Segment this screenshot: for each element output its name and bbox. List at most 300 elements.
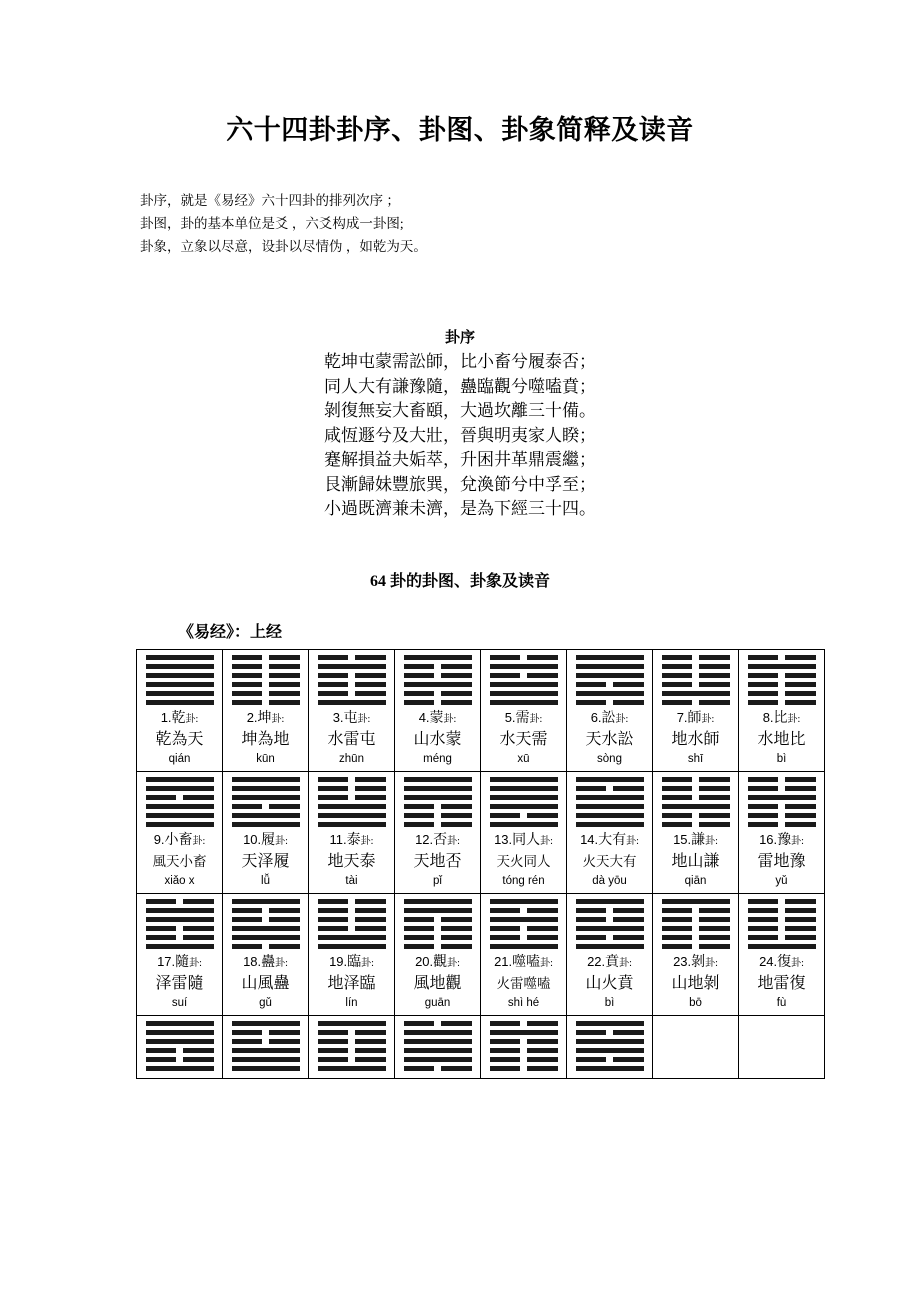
yang-line-icon <box>576 655 644 660</box>
hexagram-gua-suffix: 卦: <box>189 957 202 969</box>
intro-line-1: 卦序，就是《易经》六十四卦的排列次序 ； <box>140 193 400 208</box>
hexagram-figure-icon <box>146 777 214 827</box>
yang-line-icon <box>490 664 558 669</box>
hexagram-pinyin: bì <box>776 752 787 765</box>
yin-line-icon <box>318 673 386 678</box>
yang-line-icon <box>576 1039 644 1044</box>
hexagram-gua-suffix: 卦: <box>275 835 288 847</box>
yin-line-icon <box>576 1057 644 1062</box>
yin-line-icon <box>490 926 558 931</box>
yin-line-icon <box>146 1048 214 1053</box>
yin-line-icon <box>490 813 558 818</box>
yin-line-icon <box>662 917 730 922</box>
hexagram-gua-suffix: 卦: <box>529 713 543 725</box>
hexagram-gua-suffix: 卦: <box>192 835 206 847</box>
hexagram-figure-icon <box>232 655 300 705</box>
hexagram-cell-empty <box>739 1015 825 1078</box>
yang-line-icon <box>748 795 816 800</box>
yin-line-icon <box>748 926 816 931</box>
yang-line-icon <box>146 655 214 660</box>
hexagram-index: 2. <box>246 709 258 725</box>
hexagram-xiang: 山地剝 <box>671 974 720 992</box>
yin-line-icon <box>748 655 816 660</box>
yin-line-icon <box>748 899 816 904</box>
yang-line-icon <box>232 935 300 940</box>
hexagram-figure-icon <box>490 777 558 827</box>
yang-line-icon <box>490 682 558 687</box>
hexagram-pinyin: pǐ <box>433 874 442 887</box>
yang-line-icon <box>576 899 644 904</box>
yang-line-icon <box>146 917 214 922</box>
yang-line-icon <box>232 926 300 931</box>
yin-line-icon <box>748 777 816 782</box>
yang-line-icon <box>576 822 644 827</box>
yang-line-icon <box>146 822 214 827</box>
hexagram-char: 賁 <box>605 954 620 970</box>
yin-line-icon <box>576 935 644 940</box>
yang-line-icon <box>232 786 300 791</box>
yang-line-icon <box>318 813 386 818</box>
yin-line-icon <box>490 673 558 678</box>
hexagram-index: 14. <box>580 831 599 847</box>
hexagram-cell <box>137 771 223 893</box>
yin-line-icon <box>490 1066 558 1071</box>
hexagram-index: 18. <box>243 953 262 969</box>
guaxu-section <box>0 258 920 522</box>
yin-line-icon <box>490 1039 558 1044</box>
hexagram-char: 蒙 <box>429 710 444 726</box>
hexagram-table-wrap <box>0 642 920 1079</box>
hexagram-cell <box>567 1015 653 1078</box>
yang-line-icon <box>232 1066 300 1071</box>
yang-line-icon <box>576 813 644 818</box>
hexagram-name <box>483 952 564 973</box>
yin-line-icon <box>748 691 816 696</box>
yang-line-icon <box>232 795 300 800</box>
yang-line-icon <box>576 777 644 782</box>
hexagram-figure-icon <box>232 1021 300 1071</box>
hexagram-char: 謙 <box>691 832 706 848</box>
hexagram-figure-icon <box>748 777 816 827</box>
yang-line-icon <box>576 926 644 931</box>
yin-line-icon <box>662 944 730 949</box>
hexagram-xiang: 山火賁 <box>585 974 634 992</box>
yang-line-icon <box>404 1030 472 1035</box>
hexagram-gua-suffix: 卦: <box>185 713 199 725</box>
hexagram-char: 隨 <box>175 954 190 970</box>
hexagram-xiang: 泽雷隨 <box>155 974 204 992</box>
yang-line-icon <box>576 1066 644 1071</box>
yang-line-icon <box>576 691 644 696</box>
hexagram-index: 15. <box>673 831 692 847</box>
hexagram-figure-icon <box>404 777 472 827</box>
yin-line-icon <box>318 691 386 696</box>
intro-line-3: 卦象，立象以尽意，设卦以尽情伪 ，如乾为天。 <box>140 239 427 254</box>
hexagram-pinyin: xū <box>517 752 530 765</box>
hexagram-index: 13. <box>494 831 513 847</box>
hexagram-cell <box>137 893 223 1015</box>
hexagram-xiang: 水地比 <box>757 730 806 748</box>
yin-line-icon <box>662 682 730 687</box>
yang-line-icon <box>232 899 300 904</box>
yang-line-icon <box>490 795 558 800</box>
hexagram-index: 17. <box>157 953 176 969</box>
yin-line-icon <box>146 899 214 904</box>
yang-line-icon <box>748 944 816 949</box>
hexagram-figure-icon <box>232 777 300 827</box>
hexagram-name <box>483 708 564 729</box>
hexagram-index: 24. <box>759 953 778 969</box>
yang-line-icon <box>146 700 214 705</box>
yin-line-icon <box>404 664 472 669</box>
hexagram-figure-icon <box>146 1021 214 1071</box>
hexagram-name <box>655 830 736 851</box>
yang-line-icon <box>490 786 558 791</box>
hexagram-figure-icon <box>404 899 472 949</box>
guaxu-line-3: 剝復無妄大畜頤，大過坎離三十備。 <box>324 401 596 420</box>
hexagram-gua-suffix: 卦: <box>540 957 553 969</box>
yang-line-icon <box>146 908 214 913</box>
hexagram-figure-icon <box>662 777 730 827</box>
yin-line-icon <box>748 682 816 687</box>
yang-line-icon <box>576 673 644 678</box>
yin-line-icon <box>404 822 472 827</box>
hexagram-gua-suffix: 卦: <box>791 957 804 969</box>
hexagram-figure-icon <box>318 1021 386 1071</box>
hexagram-name <box>655 708 736 729</box>
hexagram-xiang: 山風蠱 <box>241 974 290 992</box>
hexagram-gua-suffix: 卦: <box>615 713 629 725</box>
yang-line-icon <box>146 1039 214 1044</box>
hexagram-char: 乾 <box>171 710 186 726</box>
hexagram-pinyin: zhūn <box>339 752 364 765</box>
yin-line-icon <box>490 1048 558 1053</box>
hexagram-xiang: 雷地豫 <box>757 852 806 870</box>
yin-line-icon <box>748 917 816 922</box>
yang-line-icon <box>146 691 214 696</box>
page-title: 六十四卦卦序、卦图、卦象简释及读音 <box>226 115 694 145</box>
yang-line-icon <box>404 908 472 913</box>
hexagram-name <box>569 952 650 973</box>
yang-line-icon <box>576 1021 644 1026</box>
hexagram-figure-icon <box>490 655 558 705</box>
hexagram-figure-icon <box>146 899 214 949</box>
hexagram-cell <box>481 893 567 1015</box>
hexagram-pinyin: dà yōu <box>592 874 627 887</box>
hexagram-pinyin: tài <box>345 874 358 887</box>
yin-line-icon <box>232 804 300 809</box>
yin-line-icon <box>232 664 300 669</box>
yang-line-icon <box>232 1021 300 1026</box>
hexagram-index: 12. <box>415 831 434 847</box>
hexagram-cell-empty <box>653 1015 739 1078</box>
yang-line-icon <box>490 691 558 696</box>
hexagram-gua-suffix: 卦: <box>447 957 460 969</box>
hexagram-xiang: 地泽臨 <box>327 974 376 992</box>
yin-line-icon <box>576 700 644 705</box>
hexagram-pinyin: xiǎo x <box>164 874 195 887</box>
yang-line-icon <box>146 1066 214 1071</box>
yang-line-icon <box>318 700 386 705</box>
yang-line-icon <box>404 899 472 904</box>
yin-line-icon <box>232 700 300 705</box>
table-row <box>137 1015 825 1078</box>
hexagram-name <box>225 830 306 851</box>
yin-line-icon <box>576 786 644 791</box>
yin-line-icon <box>576 682 644 687</box>
table-row <box>137 893 825 1015</box>
hexagram-cell <box>395 771 481 893</box>
hexagram-pinyin: sòng <box>597 752 622 765</box>
hexagram-char: 復 <box>777 954 792 970</box>
yin-line-icon <box>146 926 214 931</box>
yang-line-icon <box>490 1030 558 1035</box>
hexagram-figure-icon <box>318 777 386 827</box>
hexagram-char: 泰 <box>346 832 361 848</box>
hexagram-pinyin: yǔ <box>775 874 788 887</box>
hexagram-name <box>311 830 392 851</box>
yang-line-icon <box>576 664 644 669</box>
yin-line-icon <box>662 926 730 931</box>
yang-line-icon <box>232 777 300 782</box>
yang-line-icon <box>146 813 214 818</box>
hexagram-xiang: 水天需 <box>499 730 548 748</box>
hexagram-char: 需 <box>515 710 530 726</box>
yin-line-icon <box>490 1057 558 1062</box>
yang-line-icon <box>490 899 558 904</box>
hexagram-name <box>311 952 392 973</box>
yang-line-icon <box>146 804 214 809</box>
yin-line-icon <box>404 813 472 818</box>
hexagram-gua-suffix: 卦: <box>271 713 285 725</box>
yin-line-icon <box>318 786 386 791</box>
sub-label-shangjing: 《易经》：上经 <box>178 623 283 641</box>
guaxu-line-7: 小過既濟兼未濟，是為下經三十四。 <box>324 499 596 518</box>
hexagram-name <box>655 952 736 973</box>
hexagram-xiang: 天火同人 <box>496 853 551 869</box>
hexagram-index: 3. <box>332 709 344 725</box>
yin-line-icon <box>662 813 730 818</box>
yin-line-icon <box>404 935 472 940</box>
yin-line-icon <box>232 673 300 678</box>
yang-line-icon <box>318 822 386 827</box>
hexagram-name <box>225 708 306 729</box>
yin-line-icon <box>318 1057 386 1062</box>
hexagram-cell <box>567 893 653 1015</box>
hexagram-cell <box>481 1015 567 1078</box>
yang-line-icon <box>232 1048 300 1053</box>
hexagram-pinyin: shī <box>687 752 704 765</box>
hexagram-pinyin: méng <box>423 752 452 765</box>
hexagram-figure-icon <box>490 899 558 949</box>
hexagram-name <box>741 708 822 729</box>
hexagram-index: 1. <box>160 709 172 725</box>
hexagram-pinyin: gǔ <box>259 996 272 1009</box>
yang-line-icon <box>576 804 644 809</box>
hexagram-char: 小畜 <box>164 832 193 848</box>
yin-line-icon <box>404 700 472 705</box>
yin-line-icon <box>748 700 816 705</box>
yang-line-icon <box>490 700 558 705</box>
yin-line-icon <box>318 655 386 660</box>
yin-line-icon <box>318 899 386 904</box>
hexagram-cell <box>395 1015 481 1078</box>
hexagram-cell <box>567 649 653 771</box>
hexagram-gua-suffix: 卦: <box>626 835 639 847</box>
yang-line-icon <box>490 822 558 827</box>
hexagram-figure-icon <box>748 899 816 949</box>
yin-line-icon <box>318 682 386 687</box>
hexagram-cell <box>137 1015 223 1078</box>
yin-line-icon <box>318 777 386 782</box>
hexagram-cell <box>395 649 481 771</box>
hexagram-char: 屯 <box>343 710 358 726</box>
hexagram-cell <box>223 1015 309 1078</box>
hexagram-index: 4. <box>418 709 430 725</box>
yang-line-icon <box>318 804 386 809</box>
hexagram-pinyin: bō <box>689 996 702 1009</box>
yang-line-icon <box>232 822 300 827</box>
yin-line-icon <box>232 655 300 660</box>
hexagram-figure-icon <box>146 655 214 705</box>
hexagram-pinyin: qiān <box>684 874 707 887</box>
yin-line-icon <box>576 917 644 922</box>
hexagram-xiang: 風地觀 <box>413 974 462 992</box>
yang-line-icon <box>748 664 816 669</box>
section-heading-rest: 卦的卦图、卦象及读音 <box>385 572 550 590</box>
hexagram-name <box>311 708 392 729</box>
yang-line-icon <box>318 1066 386 1071</box>
intro-line-2: 卦图，卦的基本单位是爻 ，六爻构成一卦图; <box>140 216 404 231</box>
hexagram-cell <box>137 649 223 771</box>
yang-line-icon <box>576 795 644 800</box>
hexagram-pinyin: qián <box>168 752 191 765</box>
section-heading-number: 64 <box>369 572 386 590</box>
guaxu-line-4: 咸恆遯兮及大壯，晉與明夷家人睽； <box>324 425 596 445</box>
hexagram-xiang: 天地否 <box>413 852 462 870</box>
hexagram-cell <box>739 649 825 771</box>
hexagram-table <box>136 649 825 1079</box>
hexagram-char: 剝 <box>691 954 706 970</box>
hexagram-cell <box>309 1015 395 1078</box>
hexagram-pinyin: guān <box>424 996 451 1009</box>
hexagram-figure-icon <box>404 1021 472 1071</box>
hexagram-gua-suffix: 卦: <box>275 957 288 969</box>
hexagram-gua-suffix: 卦: <box>705 957 718 969</box>
guaxu-heading: 卦序 <box>444 330 475 346</box>
hexagram-gua-suffix: 卦: <box>443 713 457 725</box>
hexagram-name <box>225 952 306 973</box>
hexagram-index: 20. <box>415 953 434 969</box>
yin-line-icon <box>748 804 816 809</box>
hexagram-index: 9. <box>153 831 165 847</box>
hexagram-pinyin: suí <box>171 996 188 1009</box>
hexagram-xiang: 水雷屯 <box>327 730 376 748</box>
hexagram-index: 6. <box>590 709 602 725</box>
hexagram-char: 師 <box>687 710 702 726</box>
yin-line-icon <box>662 822 730 827</box>
yin-line-icon <box>232 1030 300 1035</box>
yin-line-icon <box>490 935 558 940</box>
yang-line-icon <box>404 1039 472 1044</box>
yin-line-icon <box>318 795 386 800</box>
yang-line-icon <box>404 777 472 782</box>
hexagram-gua-suffix: 卦: <box>357 713 371 725</box>
yin-line-icon <box>232 908 300 913</box>
yin-line-icon <box>576 908 644 913</box>
hexagram-figure-icon <box>490 1021 558 1071</box>
yang-line-icon <box>146 944 214 949</box>
yin-line-icon <box>662 935 730 940</box>
yang-line-icon <box>490 917 558 922</box>
hexagram-char: 觀 <box>433 954 448 970</box>
yang-line-icon <box>146 682 214 687</box>
yang-line-icon <box>662 899 730 904</box>
yang-line-icon <box>576 944 644 949</box>
hexagram-xiang: 乾為天 <box>155 730 204 748</box>
yang-line-icon <box>146 664 214 669</box>
hexagram-cell <box>739 893 825 1015</box>
hexagram-pinyin: lǚ <box>261 874 270 887</box>
hexagram-index: 23. <box>673 953 692 969</box>
hexagram-index: 10. <box>243 831 262 847</box>
yin-line-icon <box>404 926 472 931</box>
yang-line-icon <box>146 786 214 791</box>
guaxu-line-2: 同人大有謙豫隨，蠱臨觀兮噬嗑賁； <box>324 376 596 396</box>
yang-line-icon <box>404 682 472 687</box>
hexagram-index: 19. <box>329 953 348 969</box>
hexagram-xiang: 風天小畜 <box>152 853 207 869</box>
hexagram-char: 訟 <box>601 710 616 726</box>
hexagram-xiang: 地天泰 <box>327 852 376 870</box>
yin-line-icon <box>404 1066 472 1071</box>
hexagram-figure-icon <box>748 655 816 705</box>
hexagram-pinyin: lín <box>345 996 358 1009</box>
hexagram-gua-suffix: 卦: <box>791 835 804 847</box>
yang-line-icon <box>146 777 214 782</box>
yang-line-icon <box>318 664 386 669</box>
yang-line-icon <box>490 804 558 809</box>
yin-line-icon <box>490 1021 558 1026</box>
hexagram-figure-icon <box>404 655 472 705</box>
yin-line-icon <box>662 664 730 669</box>
hexagram-name <box>139 708 220 729</box>
hexagram-char: 大有 <box>598 832 627 848</box>
yin-line-icon <box>146 795 214 800</box>
hexagram-pinyin: bì <box>604 996 615 1009</box>
yin-line-icon <box>662 655 730 660</box>
yang-line-icon <box>490 777 558 782</box>
hexagram-xiang: 地水師 <box>671 730 720 748</box>
guaxu-poem <box>0 350 920 522</box>
hexagram-gua-suffix: 卦: <box>447 835 460 847</box>
hexagram-gua-suffix: 卦: <box>361 957 374 969</box>
hexagram-xiang: 火雷噬嗑 <box>496 975 551 991</box>
hexagram-figure-icon <box>662 899 730 949</box>
hexagram-pinyin: tóng rén <box>502 874 545 887</box>
yin-line-icon <box>232 917 300 922</box>
hexagram-cell <box>309 893 395 1015</box>
hexagram-xiang: 天泽履 <box>241 852 290 870</box>
hexagram-cell <box>223 893 309 1015</box>
hexagram-char: 蠱 <box>261 954 276 970</box>
hexagram-cell <box>567 771 653 893</box>
hexagram-figure-icon <box>576 1021 644 1071</box>
yin-line-icon <box>318 1030 386 1035</box>
guaxu-line-1: 乾坤屯蒙需訟師，比小畜兮履泰否； <box>324 352 596 371</box>
hexagram-name <box>741 830 822 851</box>
hexagram-index: 11. <box>329 831 347 847</box>
